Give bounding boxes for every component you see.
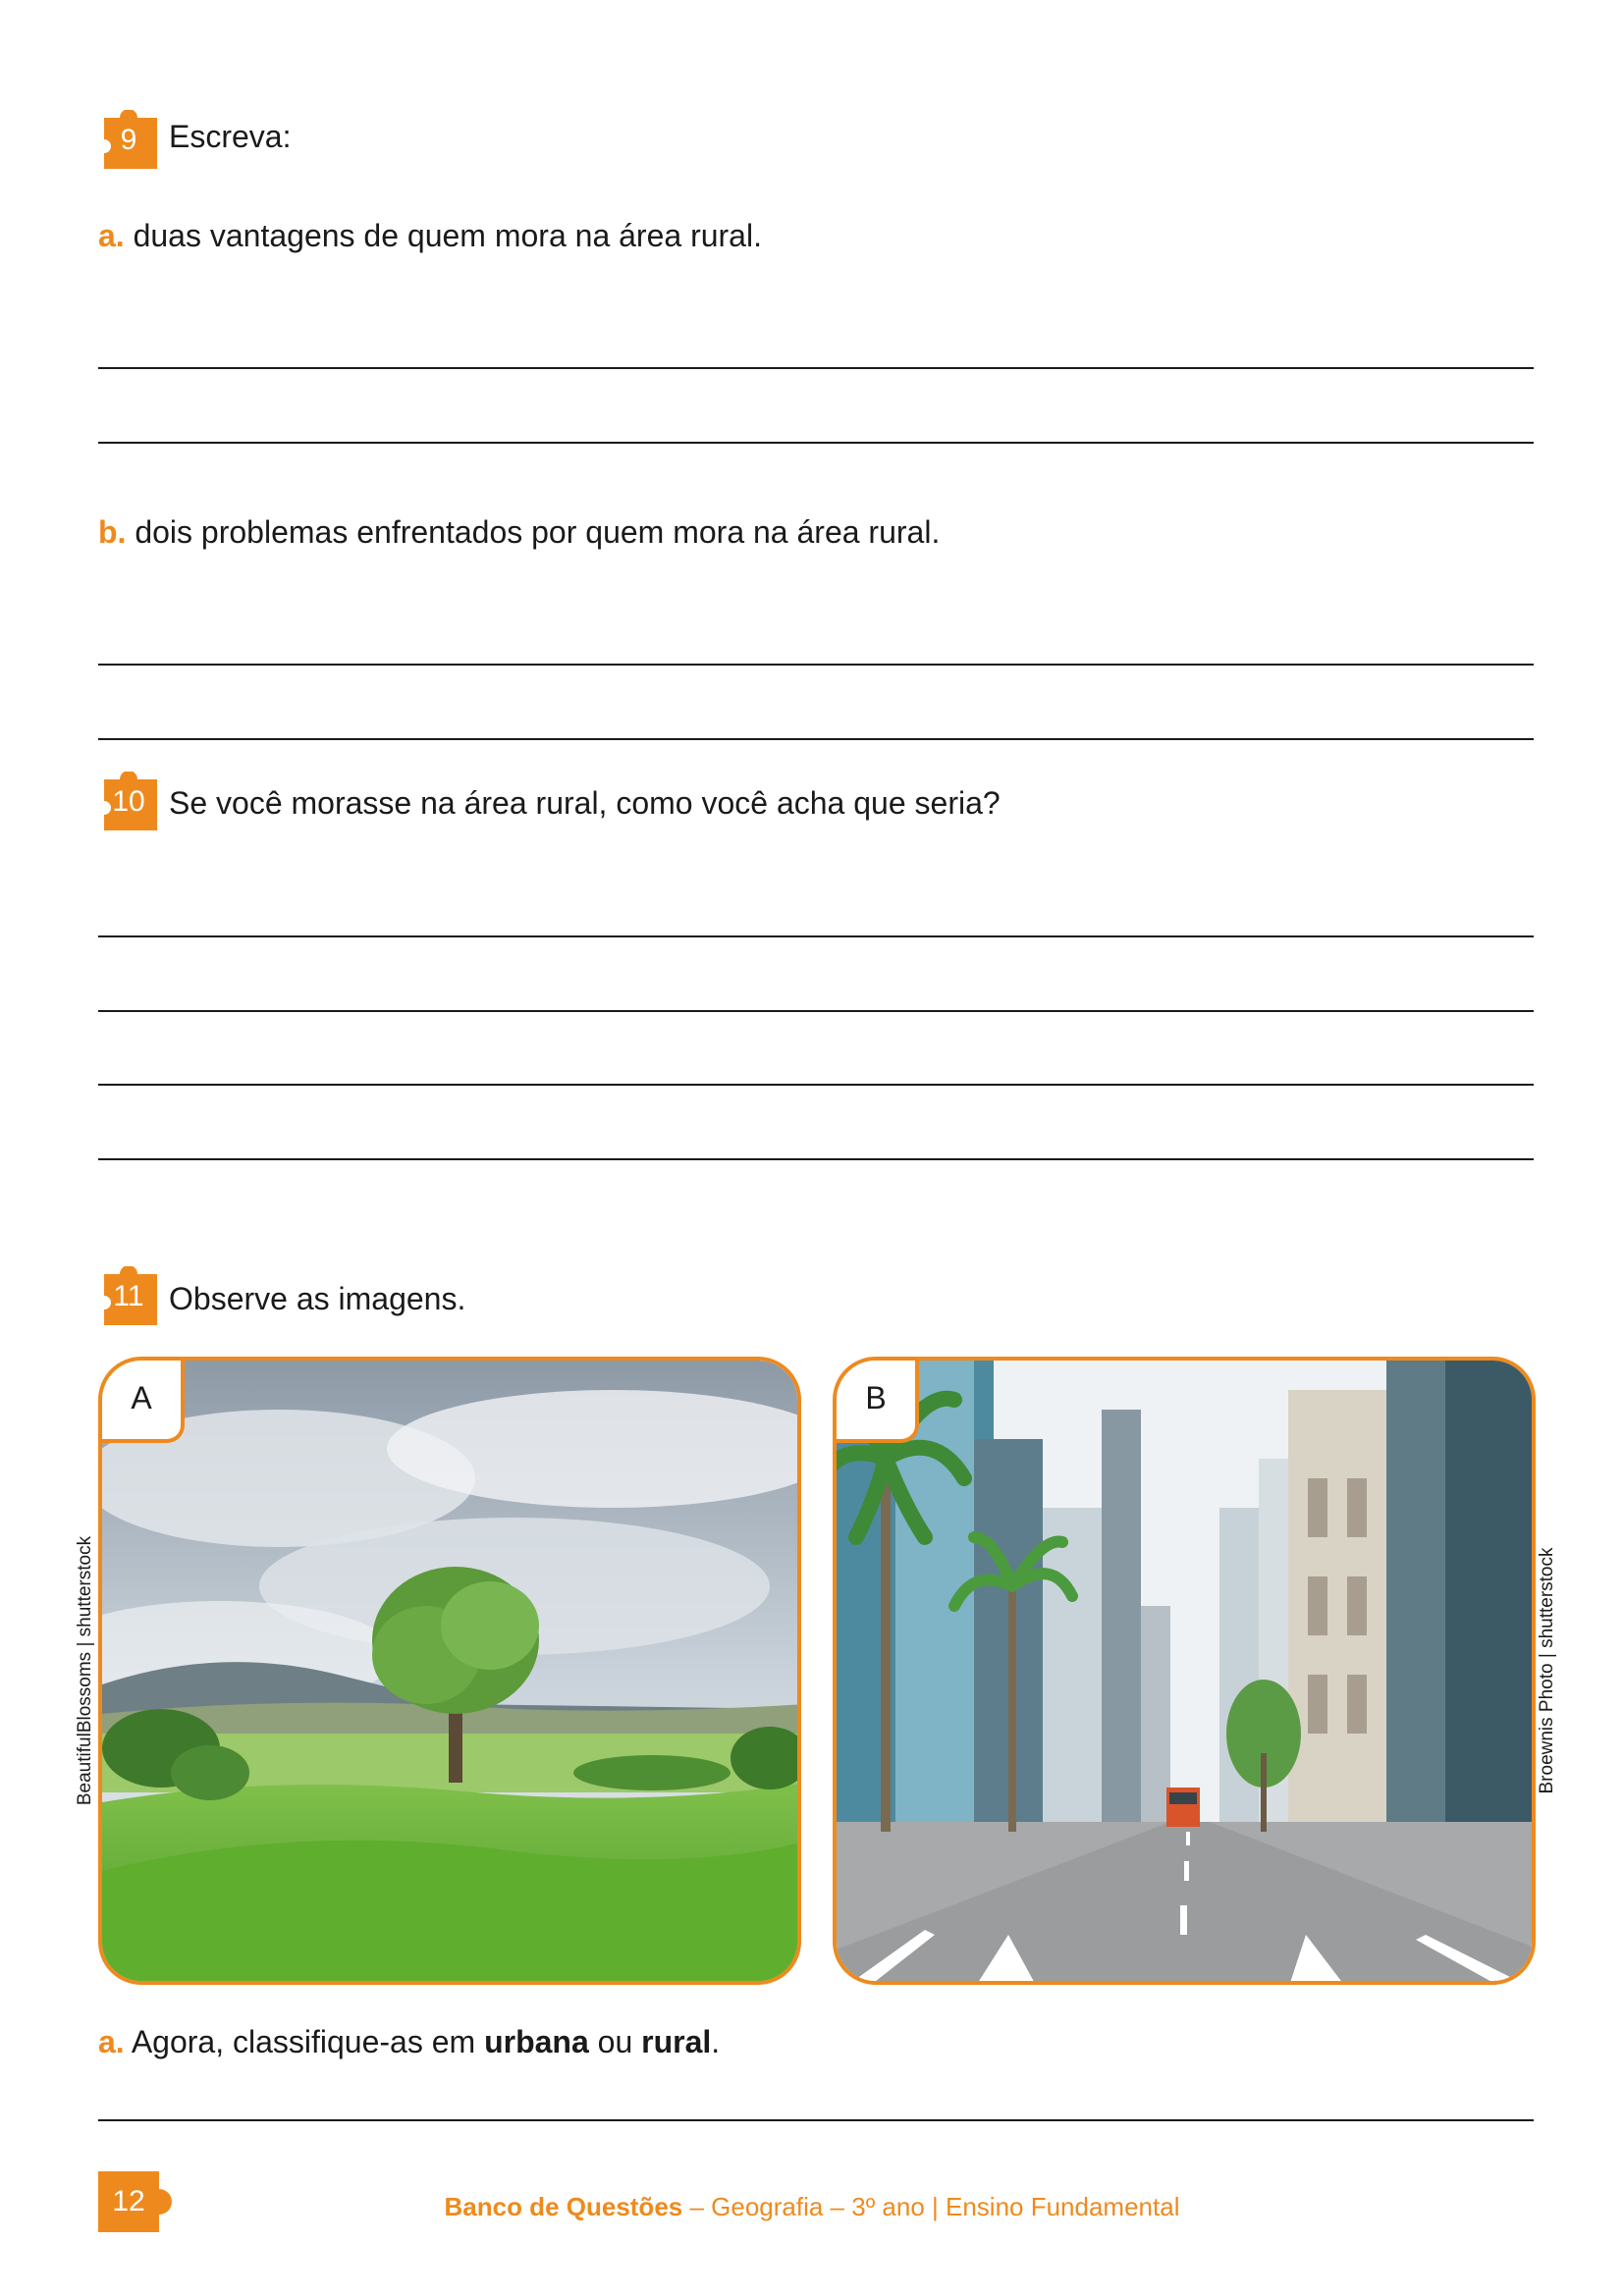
urban-street-illustration xyxy=(837,1361,1536,1985)
answer-line[interactable] xyxy=(98,738,1534,740)
question-number-badge xyxy=(98,110,159,171)
photo-credit-b: Broewnis Photo | shutterstock xyxy=(1537,1547,1557,1794)
subquestion-text-part: ou xyxy=(588,2024,642,2059)
subquestion-text: dois problemas enfrentados por quem mora na área rural. xyxy=(135,514,941,550)
answer-line[interactable] xyxy=(98,1010,1534,1012)
question-number-badge xyxy=(98,1266,159,1327)
answer-line[interactable] xyxy=(98,664,1534,666)
question-prompt: Escreva: xyxy=(169,119,292,154)
answer-line[interactable] xyxy=(98,1084,1534,1086)
question-prompt: Se você morasse na área rural, como você acha que seria? xyxy=(169,785,1001,821)
answer-line[interactable] xyxy=(98,2119,1534,2121)
image-label-b: B xyxy=(837,1361,919,1443)
subquestion-a xyxy=(98,2024,720,2060)
question-number: 11 xyxy=(113,1280,144,1312)
subquestion-text-part: Agora, classifique-as em xyxy=(131,2024,485,2059)
answer-line[interactable] xyxy=(98,935,1534,937)
rural-landscape-illustration xyxy=(102,1361,801,1985)
answer-line[interactable] xyxy=(98,367,1534,369)
keyword-urbana: urbana xyxy=(484,2024,589,2059)
subquestion-letter: a. xyxy=(98,218,125,253)
subquestion-letter: b. xyxy=(98,514,127,550)
image-a-rural-landscape xyxy=(98,1357,801,1985)
photo-credit-a: BeautifulBlossoms | shutterstock xyxy=(75,1535,95,1806)
subquestion-text: duas vantagens de quem mora na área rural. xyxy=(133,218,762,253)
question-number-badge xyxy=(98,772,159,832)
answer-line[interactable] xyxy=(98,442,1534,444)
subquestion-text-part: . xyxy=(711,2024,721,2059)
subquestion-a xyxy=(98,218,762,254)
footer-title xyxy=(0,2192,1624,2222)
question-number: 10 xyxy=(112,785,145,818)
subquestion-letter: a. xyxy=(98,2024,125,2059)
question-number: 9 xyxy=(120,124,137,156)
page-number: 12 xyxy=(112,2185,145,2217)
keyword-rural: rural xyxy=(641,2024,712,2059)
image-b-urban-street xyxy=(833,1357,1536,1985)
footer-book-name: Banco de Questões xyxy=(444,2192,683,2221)
question-prompt: Observe as imagens. xyxy=(169,1281,466,1316)
image-label-a: A xyxy=(102,1361,185,1443)
answer-line[interactable] xyxy=(98,1158,1534,1160)
footer-subtitle: – Geografia – 3º ano | Ensino Fundamental xyxy=(682,2192,1180,2221)
subquestion-b xyxy=(98,514,940,551)
